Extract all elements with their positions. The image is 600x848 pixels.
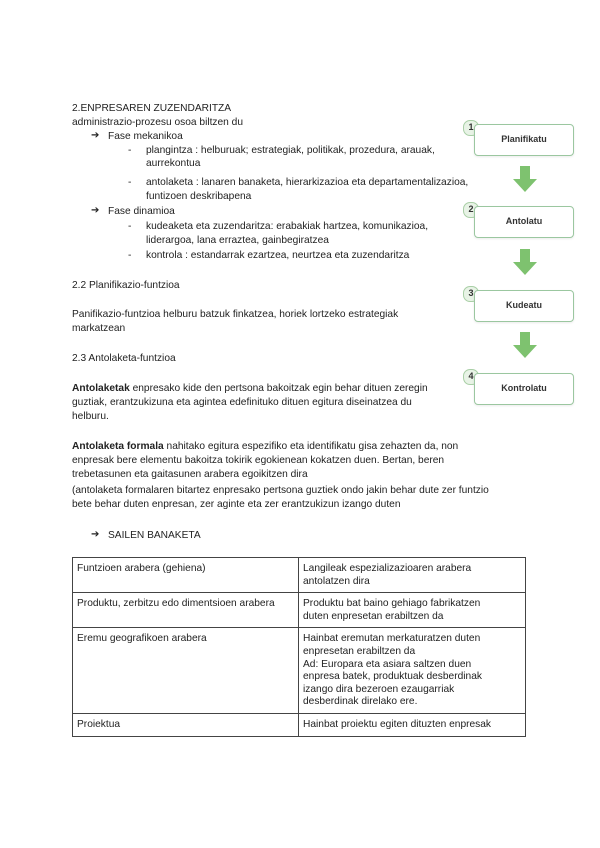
table-row (73, 558, 526, 593)
phase2-label: Fase dinamioa (108, 206, 175, 217)
cell-line: izango dira bezeroen ezaugarriak (303, 683, 455, 695)
table-cell-right (299, 558, 526, 593)
table-cell-left: Funtzioen arabera (gehiena) (73, 558, 299, 593)
table-row (73, 593, 526, 628)
phase2-item1-line1: kudeaketa eta zuzendaritza: erabakiak hartzea, komunikazioa, (146, 221, 429, 232)
phase1-label: Fase mekanikoa (108, 131, 183, 142)
p1-line1 (72, 382, 428, 395)
p1-line2: guztiak, erantzukizuna eta agintea edefinituko dituen egitura diseinatzea du (72, 397, 412, 408)
p2-line4: (antolaketa formalaren bitartez enpresako pertsona guztiek ondo jakin behar dute zer funtzio (72, 485, 489, 496)
section-title: 2.ENPRESAREN ZUZENDARITZA (72, 103, 232, 114)
dash-bullet: - (128, 250, 132, 261)
step-box-planifikatu: Planifikatu (474, 124, 574, 156)
table-cell-left: Produktu, zerbitzu edo dimentsioen arabera (73, 593, 299, 628)
table-cell-right (299, 628, 526, 714)
step-number: 3 (463, 286, 479, 302)
table-row (73, 628, 526, 714)
p2-bold: Antolaketa formala (72, 441, 164, 452)
p1-bold: Antolaketak (72, 383, 130, 394)
p1-line3: helburu. (72, 411, 109, 422)
table-cell-left: Eremu geografikoen arabera (73, 628, 299, 714)
p2-line1 (72, 440, 458, 453)
cell-line: desberdinak direlako ere. (303, 696, 418, 708)
phase1-item2-line1: antolaketa : lanaren banaketa, hierarkizazioa eta departamentalizazioa, (146, 177, 469, 188)
step-number: 2 (463, 202, 479, 218)
cell-line: Ad: Europara eta asiara saltzen duen (303, 658, 472, 670)
step-number: 4 (463, 369, 479, 385)
cell-line: Produktu bat baino gehiago fabrikatzen (303, 598, 481, 610)
phase1-item1-line2: aurrekontua (146, 158, 201, 169)
cell-line: enpresa batek, produktuak desberdinak (303, 671, 482, 683)
cell-line: Langileak espezializazioaren arabera (303, 563, 472, 574)
dash-bullet: - (128, 145, 132, 156)
cell-line: Hainbat proiektu egiten dituzten enpresak (303, 718, 492, 730)
cell-line: duten enpresetan erabiltzen da (303, 610, 444, 622)
p2-line5: bete behar duten enpresan, zer aginte eta zer erantzukizun izango duten (72, 499, 401, 510)
arrow-down-icon (513, 166, 537, 192)
s22-text-line1: Panifikazio-funtzioa helburu batzuk finkatzea, horiek lortzeko estrategiak (72, 309, 399, 320)
cell-line: Hainbat eremutan merkaturatzen duten (303, 633, 481, 645)
arrow-down-icon (513, 332, 537, 358)
s22-title: 2.2 Planifikazio-funtzioa (72, 280, 180, 291)
table-cell-right (299, 713, 526, 736)
step-box-antolatu: Antolatu (474, 206, 574, 238)
s22-text-line2: markatzean (72, 323, 126, 334)
phase2-item1-line2: liderargoa, lana erraztea, gainbegiratzea (146, 235, 329, 246)
table-row (73, 713, 526, 736)
step-number: 1 (463, 120, 479, 136)
cell-line: antolatzen dira (303, 575, 370, 587)
p2-line3: trebetasunen eta gaitasunen arabera egoikitzen dira (72, 469, 308, 480)
dash-bullet: - (128, 221, 132, 232)
sailen-banaketa-table (72, 557, 526, 737)
arrow-bullet-icon: ➔ (91, 529, 100, 540)
arrow-down-icon (513, 249, 537, 275)
step-box-kontrolatu: Kontrolatu (474, 373, 574, 405)
s23-title: 2.3 Antolaketa-funtzioa (72, 353, 176, 364)
phase1-item1-line1: plangintza : helburuak; estrategiak, politikak, prozedura, arauak, (146, 145, 435, 156)
step-box-kudeatu: Kudeatu (474, 290, 574, 322)
phase2-item2-line1: kontrola : estandarrak ezartzea, neurtzea eta zuzendaritza (146, 250, 410, 261)
phase1-item2-line2: funtizoen deskribapena (146, 191, 252, 202)
table-cell-left: Proiektua (73, 713, 299, 736)
dash-bullet: - (128, 177, 132, 188)
arrow-bullet-icon: ➔ (91, 205, 100, 216)
sailen-label: SAILEN BANAKETA (108, 530, 201, 541)
p2-line1-text: nahitako egitura espezifiko eta identifikatu gisa zehazten da, non (163, 441, 459, 452)
table-cell-right (299, 593, 526, 628)
arrow-bullet-icon: ➔ (91, 130, 100, 141)
p2-line2: enpresak bere elementu bakoitza tokirik egokienean kokatzen duen. Bertan, beren (72, 455, 445, 466)
p1-line1-text: enpresako kide den pertsona bakoitzak egin behar dituen zeregin (129, 383, 428, 394)
intro-text: administrazio-prozesu osoa biltzen du (72, 117, 244, 128)
cell-line: enpresetan erabiltzen da (303, 645, 416, 657)
